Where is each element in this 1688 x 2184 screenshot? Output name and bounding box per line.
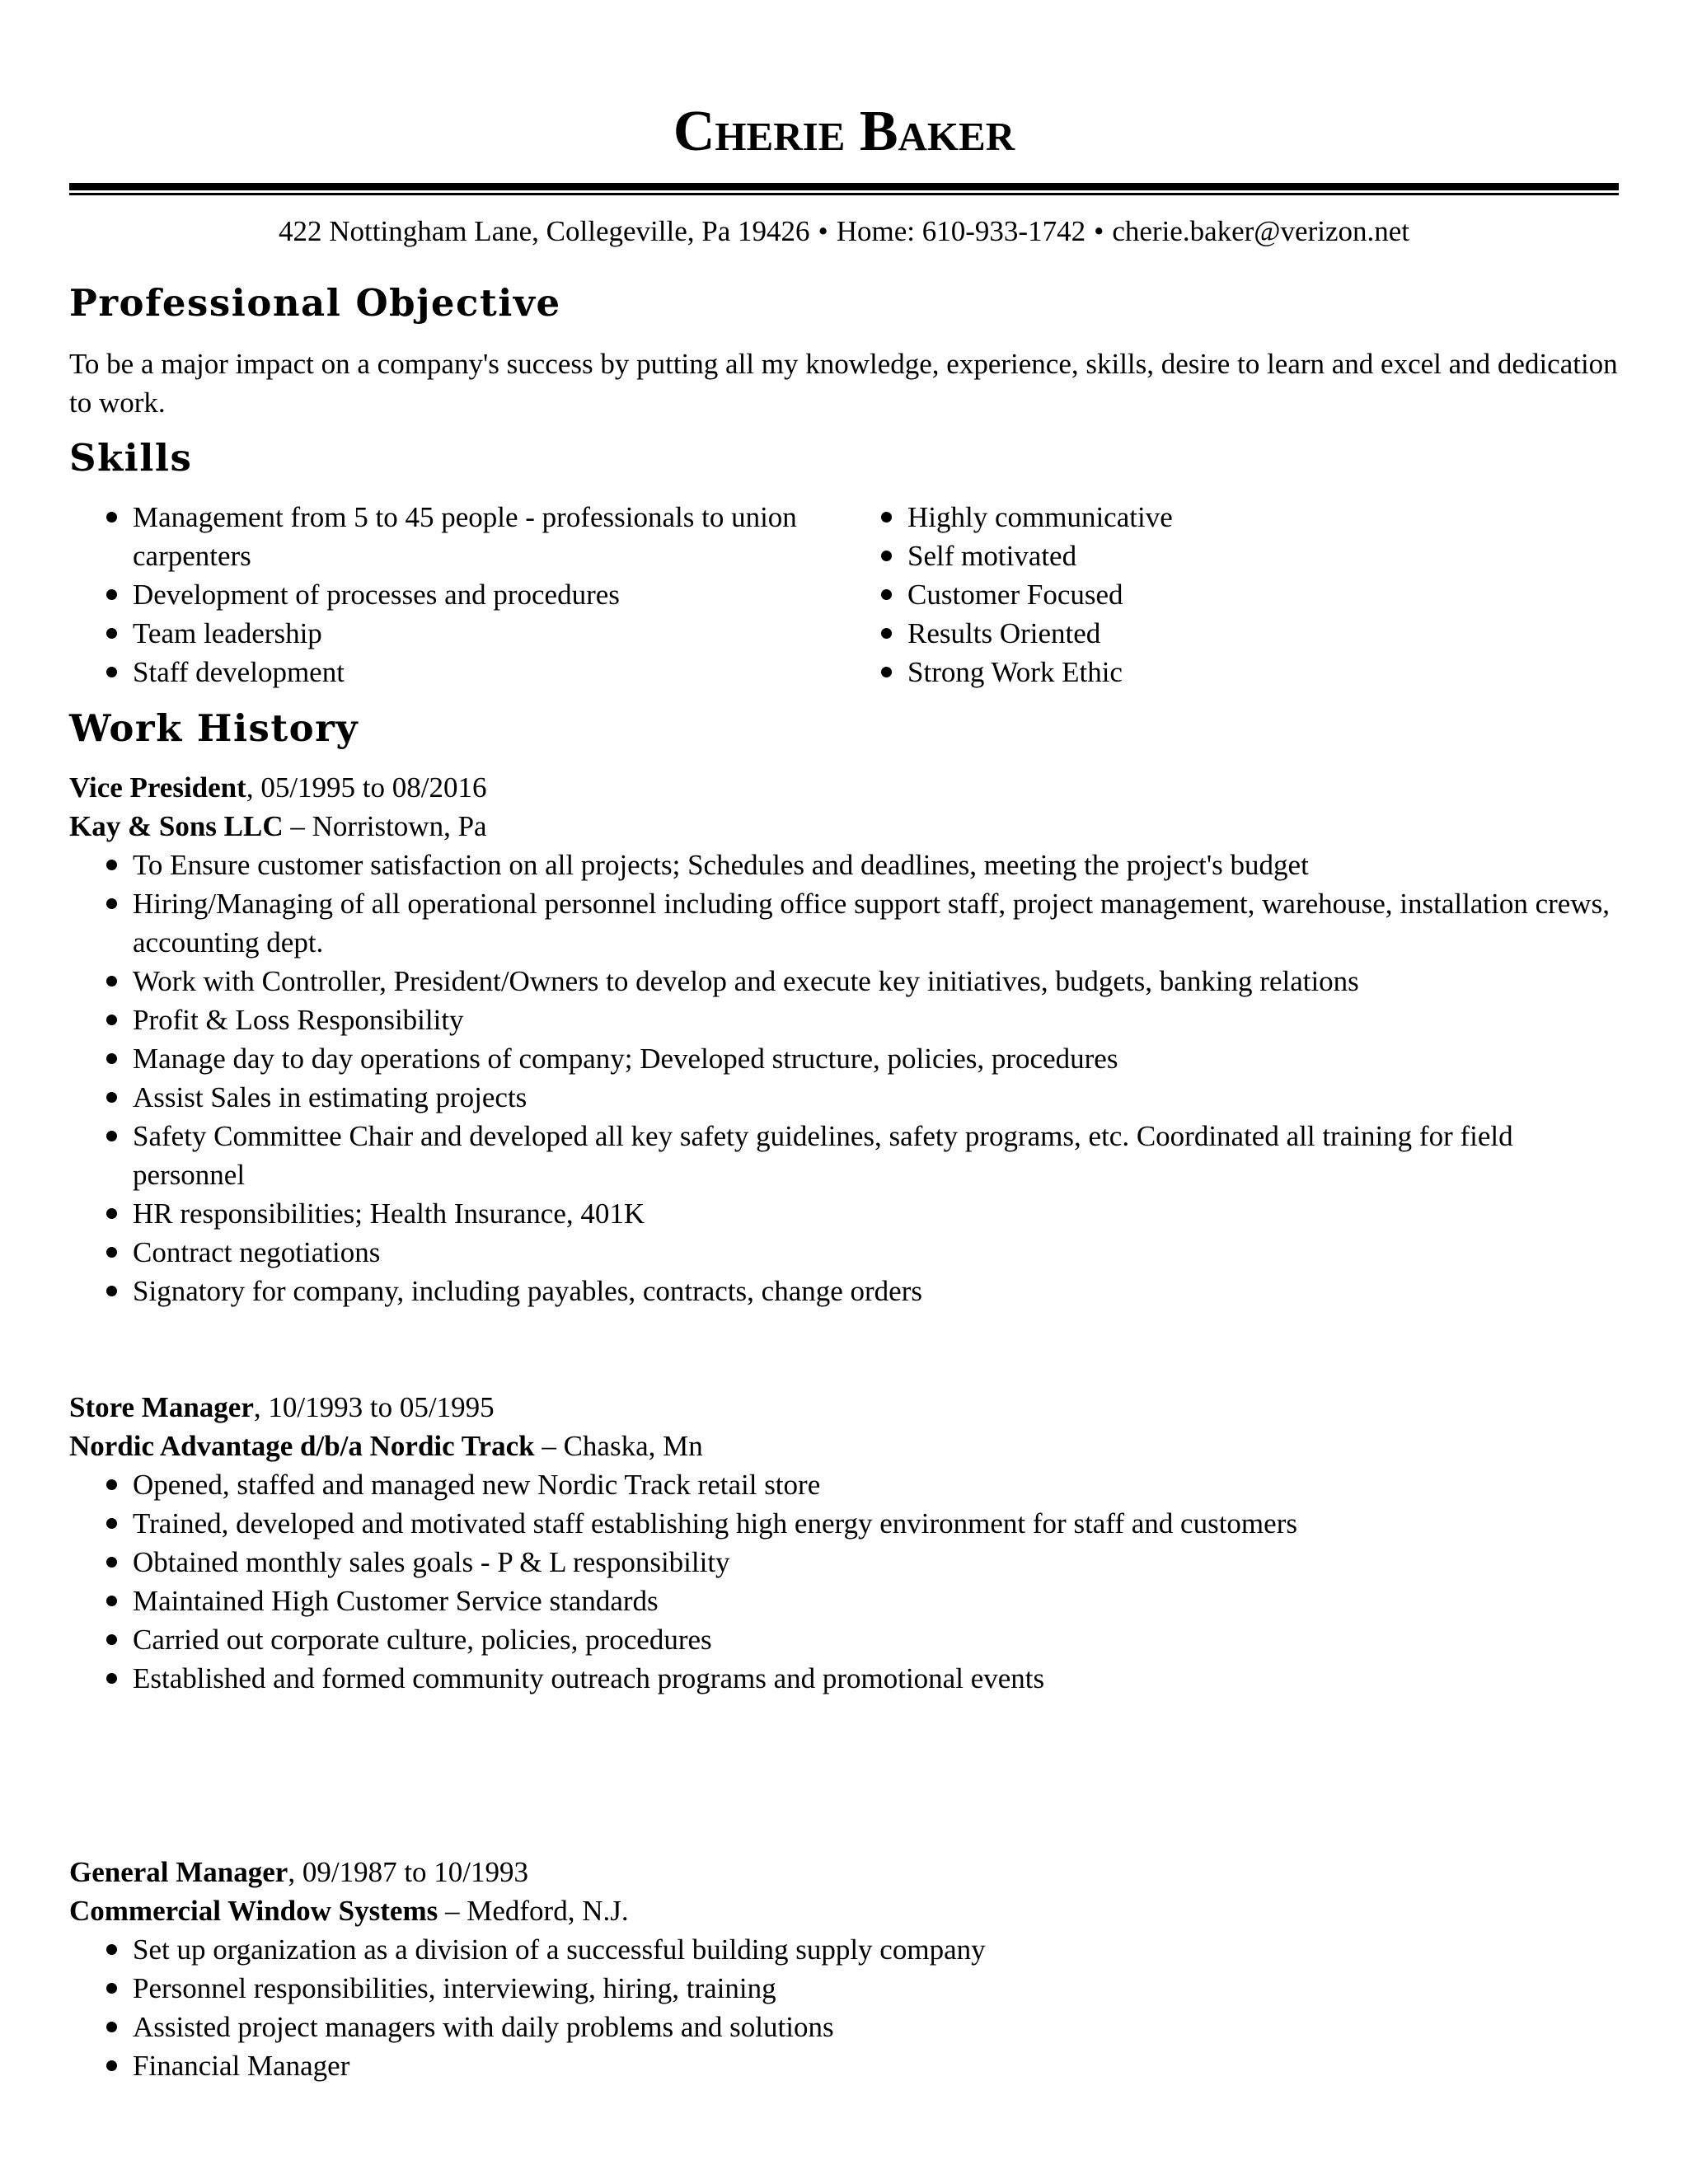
bullet-icon <box>106 898 117 909</box>
bullet-icon <box>881 667 892 677</box>
bullet-icon <box>106 512 117 523</box>
job-company-line <box>69 807 1619 846</box>
header-rule-thick <box>69 183 1619 190</box>
job-company: Kay & Sons LLC <box>69 810 284 842</box>
bullet-icon <box>106 1596 117 1606</box>
job-bullets <box>69 1930 1619 2085</box>
list-item: Hiring/Managing of all operational personnel including office support staff, project management, warehouse, installation crews, accounting dept. <box>69 884 1619 962</box>
bullet-icon <box>106 1944 117 1955</box>
bullet-icon <box>106 2060 117 2071</box>
job-location: – Norristown, Pa <box>283 810 487 842</box>
bullet-icon <box>106 1131 117 1141</box>
bullet-icon <box>106 1479 117 1490</box>
skill-item: Management from 5 to 45 people - professionals to union carpenters <box>69 498 860 575</box>
job-position: Vice President <box>69 771 246 804</box>
job-dates: , 10/1993 to 05/1995 <box>253 1391 495 1423</box>
contact-separator: • <box>818 215 828 247</box>
job-company: Commercial Window Systems <box>69 1895 438 1927</box>
list-item: Manage day to day operations of company; Developed structure, policies, procedures <box>69 1039 1619 1078</box>
list-item: Maintained High Customer Service standards <box>69 1582 1619 1620</box>
skills-list-right <box>844 498 1586 691</box>
list-item: Assisted project managers with daily problems and solutions <box>69 2008 1619 2046</box>
job-position: Store Manager <box>69 1391 254 1423</box>
bullet-icon <box>106 1247 117 1258</box>
section-title-objective: Professional Objective <box>69 281 561 325</box>
skills-list-left <box>69 498 860 691</box>
list-item: Established and formed community outreach programs and promotional events <box>69 1659 1619 1698</box>
job-location: – Chaska, Mn <box>534 1430 703 1462</box>
job-title-line <box>69 1388 1619 1427</box>
list-item: Assist Sales in estimating projects <box>69 1078 1619 1117</box>
bullet-icon <box>106 1053 117 1064</box>
contact-line <box>69 213 1619 251</box>
bullet-icon <box>881 512 892 523</box>
list-item: Signatory for company, including payables, contracts, change orders <box>69 1272 1619 1310</box>
skill-item: Development of processes and procedures <box>69 575 860 614</box>
bullet-icon <box>106 1557 117 1568</box>
bullet-icon <box>106 976 117 987</box>
job-bullets <box>69 846 1619 1310</box>
bullet-icon <box>881 551 892 561</box>
bullet-icon <box>106 628 117 639</box>
bullet-icon <box>106 1518 117 1529</box>
candidate-name: Cherie Baker <box>673 100 1015 163</box>
bullet-icon <box>106 1673 117 1684</box>
job-company: Nordic Advantage d/b/a Nordic Track <box>69 1430 535 1462</box>
list-item: Profit & Loss Responsibility <box>69 1001 1619 1039</box>
list-item: Obtained monthly sales goals - P & L responsibility <box>69 1543 1619 1582</box>
list-item: Personnel responsibilities, interviewing, hiring, training <box>69 1969 1619 2008</box>
skill-item: Team leadership <box>69 614 860 653</box>
contact-phone: Home: 610-933-1742 <box>836 215 1086 247</box>
bullet-icon <box>106 667 117 677</box>
job-dates: , 05/1995 to 08/2016 <box>246 771 487 804</box>
list-item: HR responsibilities; Health Insurance, 401K <box>69 1194 1619 1233</box>
bullet-icon <box>106 860 117 870</box>
bullet-icon <box>106 1015 117 1025</box>
list-item: Work with Controller, President/Owners to develop and execute key initiatives, budgets, banking relations <box>69 962 1619 1001</box>
skill-item: Staff development <box>69 653 860 691</box>
list-item: Contract negotiations <box>69 1233 1619 1272</box>
list-item: Set up organization as a division of a successful building supply company <box>69 1930 1619 1969</box>
list-item: Trained, developed and motivated staff establishing high energy environment for staff and customers <box>69 1504 1619 1543</box>
list-item: Safety Committee Chair and developed all key safety guidelines, safety programs, etc. Coordinated all training for field personnel <box>69 1117 1619 1194</box>
list-item: Carried out corporate culture, policies, procedures <box>69 1620 1619 1659</box>
header-rule-thin <box>69 193 1619 195</box>
contact-separator: • <box>1094 215 1104 247</box>
bullet-icon <box>106 1092 117 1103</box>
skill-item: Highly communicative <box>844 498 1586 537</box>
skill-item: Results Oriented <box>844 614 1586 653</box>
list-item: Opened, staffed and managed new Nordic Track retail store <box>69 1465 1619 1504</box>
section-title-work-history: Work History <box>69 706 359 750</box>
bullet-icon <box>881 589 892 600</box>
objective-text: To be a major impact on a company's success by putting all my knowledge, experience, skills, desire to learn and excel and dedication to work. <box>69 348 1618 419</box>
bullet-icon <box>106 2022 117 2032</box>
job-title-line <box>69 1853 1619 1891</box>
job-company-line <box>69 1891 1619 1930</box>
contact-address: 422 Nottingham Lane, Collegeville, Pa 19426 <box>279 215 810 247</box>
job-dates: , 09/1987 to 10/1993 <box>288 1856 529 1888</box>
job-bullets <box>69 1465 1619 1698</box>
list-item: To Ensure customer satisfaction on all projects; Schedules and deadlines, meeting the project's budget <box>69 846 1619 884</box>
list-item: Financial Manager <box>69 2046 1619 2085</box>
job-title-line <box>69 768 1619 807</box>
bullet-icon <box>106 589 117 600</box>
skill-item: Self motivated <box>844 537 1586 575</box>
bullet-icon <box>106 1634 117 1645</box>
bullet-icon <box>106 1208 117 1219</box>
section-title-skills: Skills <box>69 436 193 480</box>
bullet-icon <box>881 628 892 639</box>
job-location: – Medford, N.J. <box>438 1895 629 1927</box>
skill-item: Strong Work Ethic <box>844 653 1586 691</box>
bullet-icon <box>106 1286 117 1296</box>
contact-email: cherie.baker@verizon.net <box>1112 215 1409 247</box>
job-position: General Manager <box>69 1856 288 1888</box>
bullet-icon <box>106 1983 117 1994</box>
job-company-line <box>69 1427 1619 1465</box>
skill-item: Customer Focused <box>844 575 1586 614</box>
